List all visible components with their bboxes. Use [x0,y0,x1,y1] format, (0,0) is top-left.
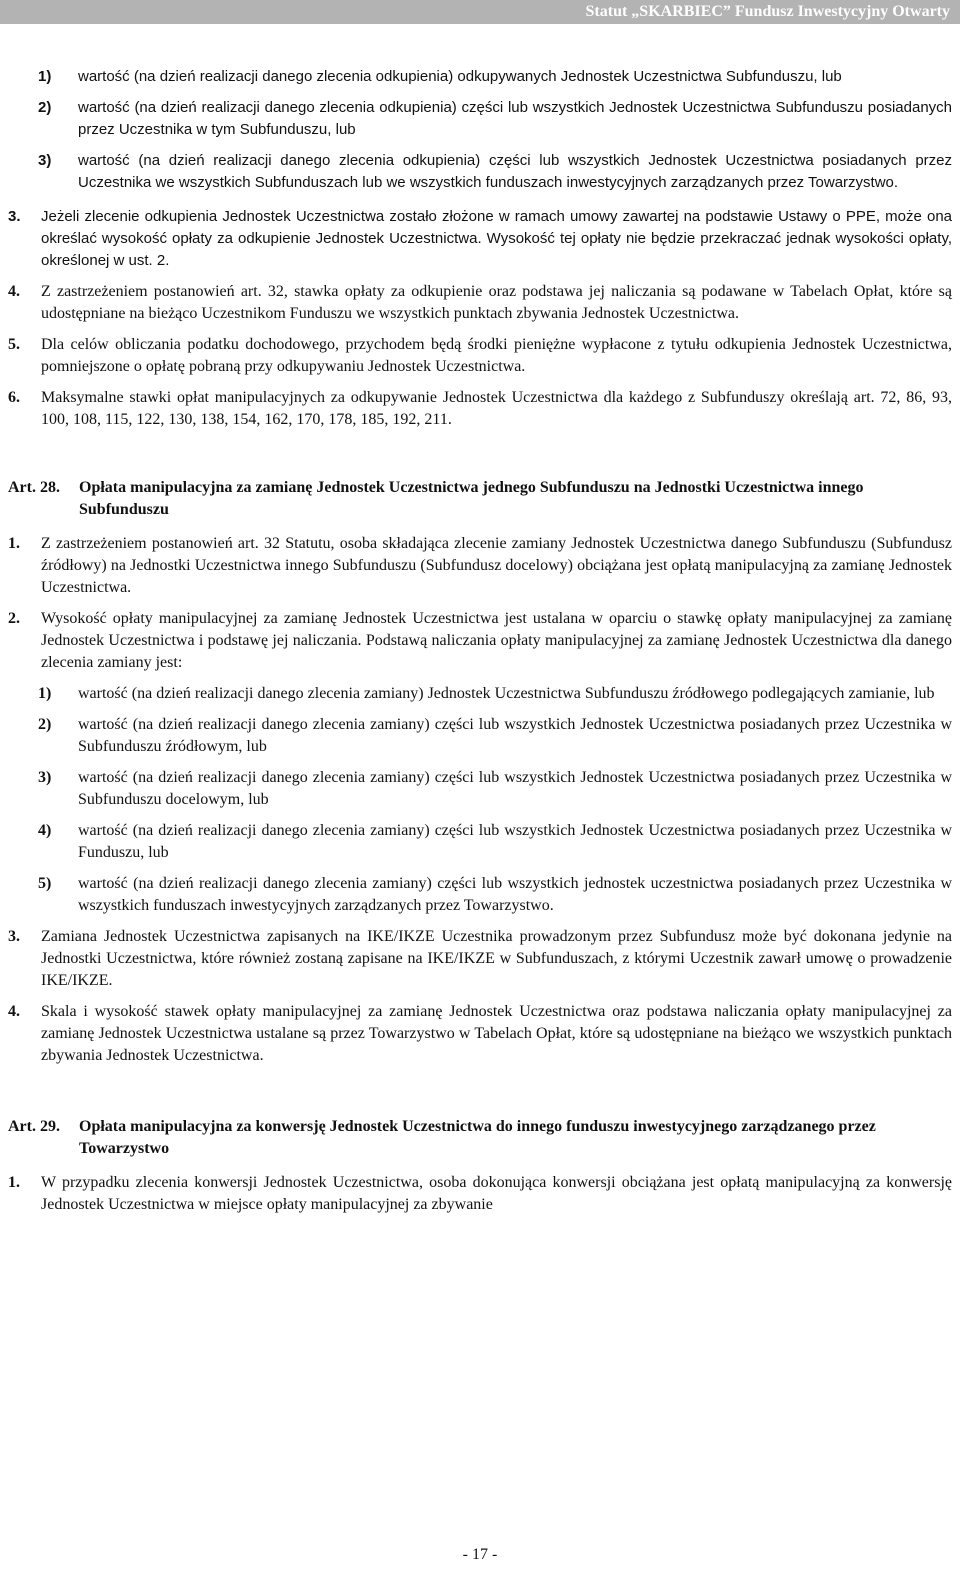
item-text: wartość (na dzień realizacji danego zlecenia zamiany) części lub wszystkich Jednostek Uczestnictwa posiadanych przez Uczestnika w Subfunduszu źródłowym, lub [78,716,952,755]
paragraph-number: 5. [8,336,20,353]
document-header [0,0,960,24]
item-text: wartość (na dzień realizacji danego zlecenia odkupienia) części lub wszystkich Jednostek Uczestnictwa posiadanych przez Uczestnika we wszystkich Subfunduszach lub we wszystkich funduszach inwestycyjnych zarządzanych przez Towarzystwo. [78,152,952,191]
paragraph [8,533,952,599]
list-item [8,767,952,811]
paragraph-number: 4. [8,1003,20,1020]
list-item [8,683,952,705]
paragraph [8,206,952,272]
paragraph [8,387,952,431]
paragraph-text: Jeżeli zlecenie odkupienia Jednostek Uczestnictwa zostało złożone w ramach umowy zawartej na podstawie Ustawy o PPE, może ona określać wysokość opłaty za odkupienie Jednostek Uczestnictwa. Wysokość tej opłaty nie będzie przekraczać jednak wysokości opłaty, określonej w ust. 2. [41,208,952,269]
item-text: wartość (na dzień realizacji danego zlecenia odkupienia) części lub wszystkich Jednostek Uczestnictwa Subfunduszu posiadanych przez Uczestnika w tym Subfunduszu, lub [78,99,952,138]
page-number [0,1546,960,1564]
item-number: 2) [38,99,52,116]
item-number: 2) [38,716,52,733]
article-heading [8,477,952,521]
article-number: Art. 28. [8,479,60,496]
page-number-text: - 17 - [462,1546,498,1563]
paragraph-number: 4. [8,283,20,300]
item-text: wartość (na dzień realizacji danego zlecenia zamiany) części lub wszystkich Jednostek Uczestnictwa posiadanych przez Uczestnika w Funduszu, lub [78,822,952,861]
paragraph-text: Z zastrzeżeniem postanowień art. 32 Statutu, osoba składająca zlecenie zamiany Jednostek Uczestnictwa danego Subfunduszu (Subfundusz źródłowy) na Jednostki Uczestnictwa innego Subfunduszu (Subfundusz docelowy) obciążana jest opłatą manipulacyjną za zamianę Jednostek Uczestnictwa. [41,535,952,596]
paragraph-text: Skala i wysokość stawek opłaty manipulacyjnej za zamianę Jednostek Uczestnictwa oraz podstawa naliczania opłaty manipulacyjnej za zamianę Jednostek Uczestnictwa ustalane są przez Towarzystwo w Tabelach Opłat, które są udostępniane na bieżąco we wszystkich punktach zbywania Jednostek Uczestnictwa. [41,1003,952,1064]
item-number: 5) [38,875,52,892]
list-item [8,66,952,88]
list-item [8,714,952,758]
paragraph-text: Wysokość opłaty manipulacyjnej za zamianę Jednostek Uczestnictwa jest ustalana w oparciu o stawkę opłaty manipulacyjnej za zamianę Jednostek Uczestnictwa i podstawę jej naliczania. Podstawą naliczania opłaty manipulacyjnej za zamianę Jednostek Uczestnictwa dla danego zlecenia zamiany jest: [41,610,952,671]
paragraph-text: Maksymalne stawki opłat manipulacyjnych za odkupywanie Jednostek Uczestnictwa dla każdego z Subfunduszy określają art. 72, 86, 93, 100, 108, 115, 122, 130, 138, 154, 162, 170, 178, 185, 192, 211. [41,389,952,428]
list-item [8,820,952,864]
paragraph-number: 3. [8,208,21,225]
item-text: wartość (na dzień realizacji danego zlecenia odkupienia) odkupywanych Jednostek Uczestnictwa Subfunduszu, lub [78,68,842,85]
paragraph-number: 2. [8,610,20,627]
paragraph-number: 6. [8,389,20,406]
article-title: Opłata manipulacyjna za zamianę Jednostek Uczestnictwa jednego Subfunduszu na Jednostki Uczestnictwa innego Subfunduszu [79,479,864,518]
paragraph [8,334,952,378]
item-text: wartość (na dzień realizacji danego zlecenia zamiany) Jednostek Uczestnictwa Subfunduszu źródłowego podlegających zamianie, lub [78,685,935,702]
paragraph [8,1172,952,1216]
list-item [8,150,952,194]
paragraph [8,1001,952,1067]
paragraph [8,608,952,674]
paragraph-text: W przypadku zlecenia konwersji Jednostek Uczestnictwa, osoba dokonująca konwersji obciążana jest opłatą manipulacyjną za konwersję Jednostek Uczestnictwa w miejsce opłaty manipulacyjnej za zbywanie [41,1174,952,1213]
paragraph-text: Dla celów obliczania podatku dochodowego, przychodem będą środki pieniężne wypłacone z tytułu odkupienia Jednostek Uczestnictwa, pomniejszone o opłatę pobraną przy odkupywaniu Jednostek Uczestnictwa. [41,336,952,375]
item-number: 3) [38,152,52,169]
item-text: wartość (na dzień realizacji danego zlecenia zamiany) części lub wszystkich Jednostek Uczestnictwa posiadanych przez Uczestnika w Subfunduszu docelowym, lub [78,769,952,808]
document-body [8,66,952,1225]
paragraph-number: 1. [8,535,20,552]
list-item [8,873,952,917]
item-number: 1) [38,68,52,85]
article-heading [8,1116,952,1160]
item-text: wartość (na dzień realizacji danego zlecenia zamiany) części lub wszystkich jednostek uczestnictwa posiadanych przez Uczestnika w wszystkich funduszach inwestycyjnych zarządzanych przez Towarzystwo. [78,875,952,914]
item-number: 3) [38,769,52,786]
article-number: Art. 29. [8,1118,60,1135]
list-item [8,97,952,141]
item-number: 1) [38,685,52,702]
paragraph [8,281,952,325]
paragraph-text: Z zastrzeżeniem postanowień art. 32, stawka opłaty za odkupienie oraz podstawa jej naliczania są podawane w Tabelach Opłat, które są udostępniane na bieżąco Uczestnikom Funduszu we wszystkich punktach zbywania Jednostek Uczestnictwa. [41,283,952,322]
article-title: Opłata manipulacyjna za konwersję Jednostek Uczestnictwa do innego funduszu inwestycyjnego zarządzanego przez Towarzystwo [79,1118,876,1157]
paragraph-number: 3. [8,928,20,945]
item-number: 4) [38,822,52,839]
header-title: Statut „SKARBIEC” Fundusz Inwestycyjny Otwarty [585,3,950,20]
paragraph-text: Zamiana Jednostek Uczestnictwa zapisanych na IKE/IKZE Uczestnika prowadzonym przez Subfundusz może być dokonana jedynie na Jednostki Uczestnictwa, które również zostaną zapisane na IKE/IKZE w Subfunduszach, z którymi Uczestnik zawarł umowę o prowadzenie IKE/IKZE. [41,928,952,989]
paragraph-number: 1. [8,1174,20,1191]
paragraph [8,926,952,992]
